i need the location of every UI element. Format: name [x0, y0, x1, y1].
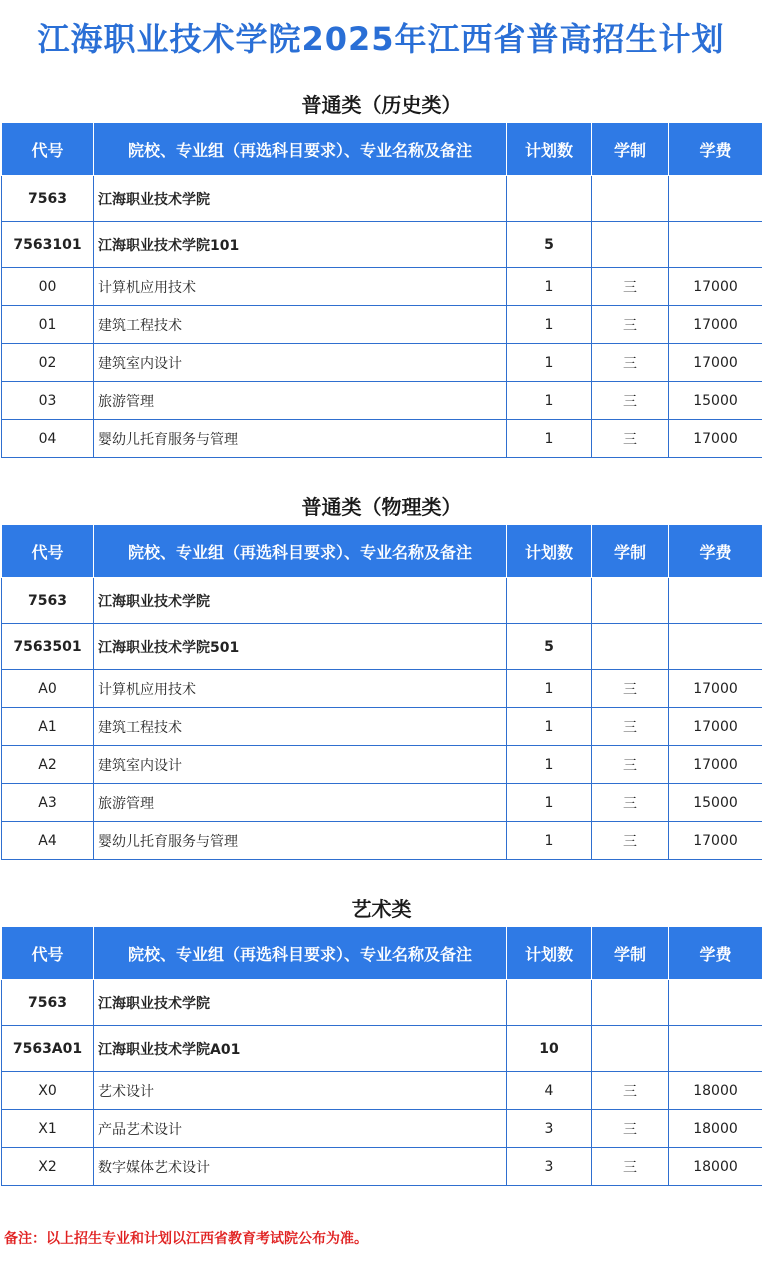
major-plan: 1	[507, 746, 592, 784]
major-code: X0	[2, 1072, 94, 1110]
major-name: 婴幼儿托育服务与管理	[94, 822, 507, 860]
col-header-fee: 学费	[669, 927, 762, 980]
major-fee: 17000	[669, 344, 762, 382]
major-name: 旅游管理	[94, 382, 507, 420]
major-row	[2, 708, 762, 746]
col-header-code: 代号	[2, 123, 94, 176]
school-code: 7563	[2, 176, 94, 222]
major-code: A0	[2, 670, 94, 708]
plan-table	[1, 524, 762, 860]
plan-table	[1, 926, 762, 1186]
major-fee: 17000	[669, 306, 762, 344]
school-row	[2, 578, 762, 624]
major-code: 01	[2, 306, 94, 344]
major-duration: 三	[592, 268, 669, 306]
major-code: X2	[2, 1148, 94, 1186]
major-fee: 18000	[669, 1148, 762, 1186]
major-row	[2, 306, 762, 344]
section-physics	[1, 490, 762, 860]
table-header-row	[2, 927, 762, 980]
col-header-plan: 计划数	[507, 525, 592, 578]
group-code: 7563501	[2, 624, 94, 670]
major-plan: 1	[507, 344, 592, 382]
major-row	[2, 746, 762, 784]
major-code: A4	[2, 822, 94, 860]
section-history	[1, 88, 762, 458]
major-fee: 15000	[669, 784, 762, 822]
major-code: 03	[2, 382, 94, 420]
major-plan: 1	[507, 708, 592, 746]
section-title: 普通类（历史类）	[301, 93, 462, 117]
group-plan: 5	[507, 222, 592, 268]
table-header-row	[2, 123, 762, 176]
major-row	[2, 670, 762, 708]
page-title: 江海职业技术学院2025年江西省普高招生计划	[37, 20, 725, 58]
major-plan: 3	[507, 1148, 592, 1186]
major-code: A2	[2, 746, 94, 784]
major-name: 建筑工程技术	[94, 306, 507, 344]
major-fee: 17000	[669, 708, 762, 746]
major-code: 04	[2, 420, 94, 458]
col-header-code: 代号	[2, 927, 94, 980]
major-name: 计算机应用技术	[94, 670, 507, 708]
col-header-name: 院校、专业组（再选科目要求）、专业名称及备注	[94, 525, 507, 578]
major-name: 婴幼儿托育服务与管理	[94, 420, 507, 458]
section-art	[1, 892, 762, 1186]
group-row	[2, 624, 762, 670]
major-name: 建筑室内设计	[94, 344, 507, 382]
group-name: 江海职业技术学院A01	[94, 1026, 507, 1072]
major-row	[2, 382, 762, 420]
major-duration: 三	[592, 708, 669, 746]
major-code: A3	[2, 784, 94, 822]
major-code: 00	[2, 268, 94, 306]
major-row	[2, 1148, 762, 1186]
col-header-duration: 学制	[592, 525, 669, 578]
major-duration: 三	[592, 746, 669, 784]
school-code: 7563	[2, 578, 94, 624]
major-fee: 18000	[669, 1072, 762, 1110]
major-code: X1	[2, 1110, 94, 1148]
major-row	[2, 784, 762, 822]
col-header-plan: 计划数	[507, 123, 592, 176]
major-duration: 三	[592, 344, 669, 382]
major-duration: 三	[592, 1110, 669, 1148]
major-name: 建筑工程技术	[94, 708, 507, 746]
major-fee: 18000	[669, 1110, 762, 1148]
footnote: 备注：以上招生专业和计划以江西省教育考试院公布为准。	[4, 1231, 368, 1247]
group-row	[2, 222, 762, 268]
major-duration: 三	[592, 670, 669, 708]
major-name: 艺术设计	[94, 1072, 507, 1110]
major-plan: 1	[507, 670, 592, 708]
school-code: 7563	[2, 980, 94, 1026]
section-title: 艺术类	[351, 897, 412, 921]
major-row	[2, 822, 762, 860]
major-fee: 17000	[669, 822, 762, 860]
col-header-name: 院校、专业组（再选科目要求）、专业名称及备注	[94, 927, 507, 980]
major-duration: 三	[592, 784, 669, 822]
major-row	[2, 1110, 762, 1148]
col-header-duration: 学制	[592, 927, 669, 980]
group-name: 江海职业技术学院501	[94, 624, 507, 670]
col-header-code: 代号	[2, 525, 94, 578]
group-name: 江海职业技术学院101	[94, 222, 507, 268]
major-plan: 4	[507, 1072, 592, 1110]
major-code: 02	[2, 344, 94, 382]
col-header-name: 院校、专业组（再选科目要求）、专业名称及备注	[94, 123, 507, 176]
col-header-duration: 学制	[592, 123, 669, 176]
group-plan: 10	[507, 1026, 592, 1072]
major-fee: 17000	[669, 268, 762, 306]
major-duration: 三	[592, 1148, 669, 1186]
school-name: 江海职业技术学院	[94, 176, 507, 222]
major-plan: 3	[507, 1110, 592, 1148]
major-name: 建筑室内设计	[94, 746, 507, 784]
major-row	[2, 344, 762, 382]
group-row	[2, 1026, 762, 1072]
major-name: 数字媒体艺术设计	[94, 1148, 507, 1186]
major-duration: 三	[592, 822, 669, 860]
major-duration: 三	[592, 382, 669, 420]
major-plan: 1	[507, 382, 592, 420]
school-name: 江海职业技术学院	[94, 578, 507, 624]
school-row	[2, 176, 762, 222]
major-row	[2, 420, 762, 458]
table-header-row	[2, 525, 762, 578]
major-plan: 1	[507, 784, 592, 822]
group-code: 7563A01	[2, 1026, 94, 1072]
col-header-fee: 学费	[669, 525, 762, 578]
major-duration: 三	[592, 420, 669, 458]
major-plan: 1	[507, 822, 592, 860]
major-plan: 1	[507, 306, 592, 344]
major-name: 计算机应用技术	[94, 268, 507, 306]
major-fee: 17000	[669, 420, 762, 458]
group-code: 7563101	[2, 222, 94, 268]
col-header-plan: 计划数	[507, 927, 592, 980]
major-name: 产品艺术设计	[94, 1110, 507, 1148]
col-header-fee: 学费	[669, 123, 762, 176]
major-row	[2, 1072, 762, 1110]
major-duration: 三	[592, 306, 669, 344]
group-plan: 5	[507, 624, 592, 670]
major-row	[2, 268, 762, 306]
major-code: A1	[2, 708, 94, 746]
major-name: 旅游管理	[94, 784, 507, 822]
major-fee: 15000	[669, 382, 762, 420]
school-row	[2, 980, 762, 1026]
major-duration: 三	[592, 1072, 669, 1110]
major-fee: 17000	[669, 746, 762, 784]
section-title: 普通类（物理类）	[301, 495, 462, 519]
major-plan: 1	[507, 268, 592, 306]
plan-table	[1, 122, 762, 458]
major-plan: 1	[507, 420, 592, 458]
major-fee: 17000	[669, 670, 762, 708]
school-name: 江海职业技术学院	[94, 980, 507, 1026]
